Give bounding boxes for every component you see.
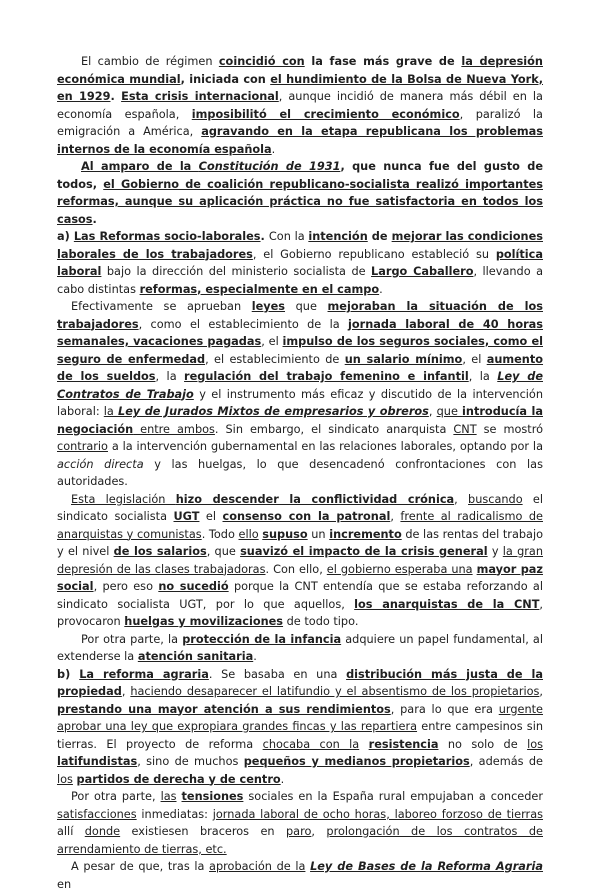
text-run: paro — [286, 825, 312, 838]
text-run: política laboral — [57, 247, 543, 278]
text-run: Efectivamente se aprueban — [71, 300, 252, 313]
text-run: El cambio de régimen — [81, 55, 219, 68]
text-run: las — [160, 790, 177, 803]
text-run: no solo de — [438, 737, 528, 751]
text-run: , — [539, 685, 543, 698]
text-run: . — [253, 650, 257, 663]
text-run: . Con ello, — [265, 562, 327, 576]
text-run: de todo tipo. — [283, 615, 359, 628]
text-run: bajo la dirección del ministerio socialista de — [101, 265, 372, 278]
text-run: Esta legislación — [71, 492, 176, 506]
text-run: . — [280, 772, 285, 786]
text-run: los — [527, 737, 543, 751]
text-run: los — [57, 772, 73, 786]
text-run: sociales en la España rural empujaban a conceder — [243, 790, 543, 803]
text-run: prestando una mayor atención a sus rendimientos — [57, 702, 391, 716]
text-run: , provocaron — [57, 597, 543, 628]
text-run: leyes — [251, 300, 286, 313]
text-run: a la intervención gubernamental en las relaciones laborales, optando por la — [107, 440, 543, 453]
text-run: , el — [462, 352, 487, 366]
text-run: , sino de muchos — [137, 755, 244, 768]
text-run: Constitución de 1931 — [198, 160, 341, 173]
text-run: Con la — [268, 230, 309, 243]
document-page — [57, 53, 543, 893]
text-run: UGT — [173, 510, 200, 523]
text-run: en — [57, 877, 72, 891]
text-run: haciendo desaparecer el latifundio y el absentismo de los propietarios — [130, 685, 540, 698]
text-run: supuso — [262, 527, 308, 541]
text-run: consenso con la patronal — [222, 510, 391, 523]
text-run: adquiere un papel fundamental, al extenderse la — [57, 632, 543, 663]
text-run: entre campesinos sin tierras. El proyecto de reforma — [57, 720, 543, 751]
text-run: mejorar las condiciones laborales de los trabajadores — [57, 230, 543, 261]
text-run: el Gobierno de coalición republicano-socialista realizó importantes reformas, aunque su aplicación práctica no fue satisfactoria en todos los casos — [57, 177, 543, 226]
text-run: latifundistas — [57, 755, 138, 768]
text-run: , el establecimiento de — [205, 352, 345, 366]
paragraph — [57, 158, 543, 228]
text-run: . — [110, 90, 122, 103]
paragraph — [57, 228, 543, 298]
text-run: el gobierno esperaba una — [326, 562, 473, 576]
text-run: , para lo que era — [390, 702, 499, 716]
paragraph — [57, 491, 543, 631]
text-run: y las huelgas, lo que desencadenó confrontaciones con las autoridades. — [57, 457, 543, 488]
text-run: la — [103, 405, 118, 418]
text-run: el — [199, 510, 223, 523]
text-run: , la — [468, 370, 498, 383]
text-run: de — [367, 230, 392, 243]
text-run: introducía la negociación — [57, 405, 543, 436]
text-run: . Sin embargo, el sindicato anarquista — [214, 422, 454, 436]
text-run: la gran depresión de las clases trabajadoras — [57, 545, 544, 576]
text-run: imposibilitó el crecimiento económico — [191, 107, 460, 121]
text-run: mejoraban la situación de los trabajadores — [57, 300, 543, 331]
text-run: la depresión económica mundial — [57, 55, 543, 86]
text-run: entre ambos — [133, 422, 215, 436]
text-run: distribución más justa de la propiedad — [57, 667, 543, 698]
text-run: suavizó el impacto de la crisis general — [240, 545, 488, 558]
text-run: mayor paz social — [57, 562, 543, 593]
text-run: Las Reformas socio-laborales — [73, 230, 261, 243]
text-run: y el instrumento más eficaz y discutido de la intervención laboral: — [57, 387, 543, 418]
text-run: impulso de los seguros sociales, como el seguro de enfermedad — [57, 335, 543, 366]
text-run: , — [454, 492, 469, 506]
text-run: aprobación de la — [209, 860, 306, 873]
text-run: Por otra parte, la — [81, 632, 183, 646]
text-run: pequeños y medianos propietarios — [243, 755, 470, 768]
text-run: Ley de Bases de la Reforma Agraria — [310, 860, 544, 873]
text-run: el sindicato socialista — [57, 492, 543, 523]
text-run: agravando en la etapa republicana los problemas internos de la economía española — [57, 125, 543, 156]
text-run: Largo Caballero — [371, 265, 474, 278]
text-run: contrario — [57, 440, 108, 453]
text-run: se mostró — [476, 422, 544, 436]
text-run: , pero eso — [93, 580, 159, 593]
text-run: partidos de derecha y de centro — [76, 772, 281, 786]
text-run: . — [271, 142, 276, 156]
paragraph — [57, 631, 543, 666]
text-run: la fase más grave de — [304, 55, 462, 68]
text-run: . — [92, 212, 97, 226]
paragraph — [57, 298, 543, 491]
text-run: coincidió con — [218, 55, 305, 68]
text-run: , el Gobierno republicano estableció su — [252, 247, 496, 261]
text-run: Ley de Jurados Mixtos de empresarios y obreros — [118, 405, 429, 418]
text-run: existiesen braceros en — [120, 825, 286, 838]
text-run: un salario mínimo — [344, 352, 463, 366]
text-run: y — [487, 545, 503, 558]
text-run: , que nunca fue del gusto de todos, — [57, 160, 543, 191]
text-run: , — [121, 685, 131, 698]
text-run: CNT — [453, 422, 477, 436]
text-run: de los salarios — [113, 545, 207, 558]
text-run: Al amparo de la — [81, 160, 199, 173]
text-run: inmediatas: — [136, 807, 213, 821]
text-run: , la — [155, 370, 185, 383]
text-run: no sucedió — [158, 580, 229, 593]
text-run: a) — [57, 230, 74, 243]
text-run: urgente aprobar una ley que expropiara grandes fincas y las repartiera — [57, 702, 543, 733]
text-run: Ley de Contratos de Trabajo — [57, 370, 543, 401]
text-run: , el — [261, 335, 283, 348]
text-run: reformas, especialmente en el campo — [139, 282, 380, 296]
text-run: que — [436, 405, 463, 418]
text-run: , que — [206, 545, 241, 558]
text-run: Por otra parte, — [71, 790, 161, 803]
text-run: protección de la infancia — [182, 632, 342, 646]
text-run: . Todo — [201, 527, 239, 541]
text-run: los anarquistas de la CNT — [354, 597, 540, 611]
paragraph — [57, 858, 543, 893]
text-run: regulación del trabajo femenino e infantil — [184, 370, 469, 383]
text-run: La reforma agraria — [79, 667, 209, 681]
text-run: satisfacciones — [57, 807, 137, 821]
text-run: chocaba con la — [262, 737, 360, 751]
text-run: atención sanitaria — [137, 650, 254, 663]
text-run: prolongación de los contratos de arrendamiento de tierras, etc. — [57, 825, 543, 856]
text-run: donde — [84, 825, 121, 838]
text-run: frente al radicalismo de anarquistas y comunistas — [57, 510, 543, 541]
text-run: buscando — [468, 492, 523, 506]
text-run: . — [260, 230, 269, 243]
text-run: , paralizó la emigración a América, — [57, 107, 543, 138]
text-run: ello — [238, 527, 259, 541]
text-run: . — [379, 282, 383, 296]
text-run: A pesar de que, tras la — [71, 860, 210, 873]
text-run: intención — [308, 230, 368, 243]
text-run: allí — [57, 825, 85, 838]
text-run: el hundimiento de la Bolsa de Nueva York, en 1929 — [57, 72, 543, 103]
text-run: jornada laboral de 40 horas semanales, vacaciones pagadas — [57, 317, 543, 348]
text-run: , — [428, 405, 437, 418]
text-run: , — [390, 510, 401, 523]
text-run: hizo descender la conflictividad crónica — [175, 492, 455, 506]
text-run: huelgas y movilizaciones — [124, 615, 284, 628]
text-run: , iniciada con — [180, 72, 271, 86]
text-run: , como el establecimiento de la — [138, 317, 349, 331]
paragraph — [57, 666, 543, 789]
text-run: que — [285, 300, 328, 313]
text-run: incremento — [329, 527, 402, 541]
text-run: , aunque incidió de manera más débil en la economía española, — [57, 90, 543, 121]
paragraph — [57, 53, 543, 158]
text-run: de las rentas del trabajo y el nivel — [57, 527, 544, 558]
text-run — [359, 738, 368, 751]
text-run: b) — [57, 667, 80, 681]
text-run: , — [311, 825, 327, 838]
text-run: , además de — [469, 755, 543, 768]
text-run: acción directa — [57, 457, 144, 471]
text-run: , llevando a cabo distintas — [57, 265, 543, 296]
text-run: tensiones — [181, 790, 244, 803]
text-run: un — [307, 527, 330, 541]
text-run: resistencia — [368, 737, 439, 751]
text-run: porque la CNT entendía que se estaba reforzando al sindicato socialista UGT, por lo que aquellos, — [57, 580, 543, 611]
text-run: aumento de los sueldos — [57, 352, 544, 383]
text-run: Esta crisis internacional — [121, 90, 279, 103]
text-run: jornada laboral de ocho horas, laboreo forzoso de tierras — [212, 807, 544, 821]
text-run: . Se basaba en una — [208, 667, 347, 681]
